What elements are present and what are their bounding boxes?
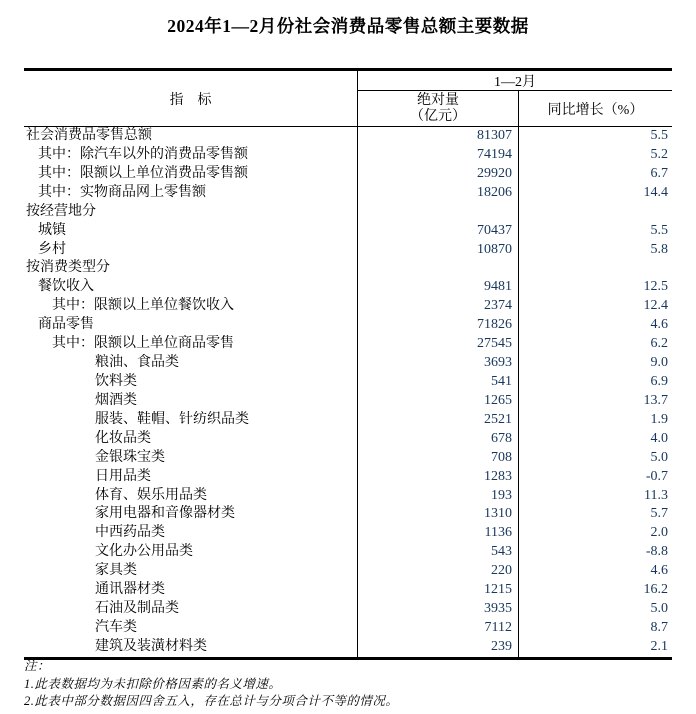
row-absolute-value: 239 — [358, 638, 519, 657]
row-indicator-label: 其中：限额以上单位商品零售 — [24, 335, 358, 354]
row-indicator-label: 建筑及装潢材料类 — [24, 638, 358, 657]
table-row — [24, 146, 672, 165]
row-growth-value: 4.0 — [650, 430, 668, 446]
row-growth-value: 5.0 — [650, 601, 668, 617]
row-growth-value: 2.1 — [650, 638, 668, 654]
row-growth-value: 2.0 — [650, 525, 668, 541]
header-yoy-growth: 同比增长（%） — [547, 102, 644, 118]
row-absolute-value: 220 — [358, 562, 519, 581]
row-indicator-label: 石油及制品类 — [24, 600, 358, 619]
row-growth-value: 12.5 — [643, 279, 668, 295]
row-absolute-value: 29920 — [358, 165, 519, 184]
row-growth-value: 5.0 — [650, 449, 668, 465]
row-indicator-label: 服装、鞋帽、针纺织品类 — [24, 411, 358, 430]
table-row — [24, 505, 672, 524]
row-absolute-value: 7112 — [358, 619, 519, 638]
row-growth-value: 5.2 — [650, 146, 668, 162]
row-absolute-value: 708 — [358, 449, 519, 468]
row-indicator-label: 其中：除汽车以外的消费品零售额 — [24, 146, 358, 165]
row-indicator-label: 家具类 — [24, 562, 358, 581]
row-growth-value: 16.2 — [643, 582, 668, 598]
row-absolute-value: 18206 — [358, 184, 519, 203]
header-absolute-line2: （亿元） — [410, 108, 466, 124]
row-growth-value: 4.6 — [650, 563, 668, 579]
table-row — [24, 449, 672, 468]
row-indicator-label: 日用品类 — [24, 468, 358, 487]
table-row — [24, 600, 672, 619]
row-indicator-label: 家用电器和音像器材类 — [24, 505, 358, 524]
row-indicator-label: 文化办公用品类 — [24, 543, 358, 562]
row-indicator-label: 其中：限额以上单位消费品零售额 — [24, 165, 358, 184]
row-indicator-label: 其中：实物商品网上零售额 — [24, 184, 358, 203]
table-row — [24, 316, 672, 335]
row-indicator-label: 烟酒类 — [24, 392, 358, 411]
row-indicator-label: 体育、娱乐用品类 — [24, 487, 358, 506]
row-growth-value: 12.4 — [643, 298, 668, 314]
table-row — [24, 297, 672, 316]
table-body — [24, 127, 672, 660]
row-indicator-label: 按经营地分 — [24, 203, 358, 222]
row-growth-value: 6.9 — [650, 373, 668, 389]
row-absolute-value: 678 — [358, 430, 519, 449]
row-absolute-value: 74194 — [358, 146, 519, 165]
row-growth-value: 6.2 — [650, 336, 668, 352]
table-row — [24, 373, 672, 392]
row-growth-value: 1.9 — [650, 411, 668, 427]
row-indicator-label: 化妆品类 — [24, 430, 358, 449]
row-indicator-label: 通讯器材类 — [24, 581, 358, 600]
table-row — [24, 430, 672, 449]
footnote-label: 注： — [24, 659, 51, 673]
row-absolute-value: 541 — [358, 373, 519, 392]
row-absolute-value: 1215 — [358, 581, 519, 600]
row-absolute-value: 193 — [358, 487, 519, 506]
table-row — [24, 487, 672, 506]
table-row — [24, 184, 672, 203]
table-row — [24, 392, 672, 411]
header-period: 1—2月 — [358, 71, 672, 91]
row-growth-value: -0.7 — [645, 468, 668, 484]
row-absolute-value: 71826 — [358, 316, 519, 335]
row-absolute-value: 543 — [358, 543, 519, 562]
table-row — [24, 335, 672, 354]
row-indicator-label: 饮料类 — [24, 373, 358, 392]
row-growth-value: 8.7 — [650, 619, 668, 635]
row-growth-value: 5.7 — [650, 506, 668, 522]
row-absolute-value: 10870 — [358, 241, 519, 260]
table-row — [24, 619, 672, 638]
row-absolute-value: 70437 — [358, 222, 519, 241]
table-row — [24, 278, 672, 297]
row-indicator-label: 汽车类 — [24, 619, 358, 638]
row-indicator-label: 社会消费品零售总额 — [24, 127, 358, 146]
table-row — [24, 524, 672, 543]
row-growth-value: 4.6 — [650, 317, 668, 333]
row-indicator-label: 乡村 — [24, 241, 358, 260]
row-growth-value: 13.7 — [643, 392, 668, 408]
table-row — [24, 638, 672, 657]
header-absolute-line1: 绝对量 — [417, 92, 459, 108]
row-absolute-value: 1310 — [358, 505, 519, 524]
table-row — [24, 354, 672, 373]
row-absolute-value: 2374 — [358, 297, 519, 316]
table-header — [24, 68, 672, 127]
row-indicator-label: 其中：限额以上单位餐饮收入 — [24, 297, 358, 316]
row-growth-value — [519, 203, 672, 222]
row-absolute-value: 27545 — [358, 335, 519, 354]
row-growth-value: 5.8 — [650, 241, 668, 257]
page-title: 2024年1—2月份社会消费品零售总额主要数据 — [167, 16, 529, 36]
row-indicator-label: 金银珠宝类 — [24, 449, 358, 468]
row-growth-value — [519, 259, 672, 278]
table-row — [24, 581, 672, 600]
row-growth-value: 5.5 — [650, 128, 668, 143]
row-absolute-value: 2521 — [358, 411, 519, 430]
row-indicator-label: 商品零售 — [24, 316, 358, 335]
row-growth-value: 5.5 — [650, 222, 668, 238]
row-absolute-value: 81307 — [358, 127, 519, 146]
row-absolute-value: 3693 — [358, 354, 519, 373]
row-absolute-value: 1265 — [358, 392, 519, 411]
row-growth-value: 9.0 — [650, 355, 668, 371]
data-table — [24, 68, 672, 660]
row-absolute-value: 3935 — [358, 600, 519, 619]
table-row — [24, 203, 672, 222]
row-growth-value: 14.4 — [643, 184, 668, 200]
table-row — [24, 259, 672, 278]
table-row — [24, 411, 672, 430]
table-row — [24, 543, 672, 562]
row-indicator-label: 餐饮收入 — [24, 278, 358, 297]
row-indicator-label: 粮油、食品类 — [24, 354, 358, 373]
table-row — [24, 165, 672, 184]
header-absolute-amount — [358, 91, 519, 126]
row-indicator-label: 城镇 — [24, 222, 358, 241]
row-indicator-label: 按消费类型分 — [24, 259, 358, 278]
row-growth-value: 6.7 — [650, 165, 668, 181]
table-row — [24, 468, 672, 487]
table-row — [24, 222, 672, 241]
row-indicator-label: 中西药品类 — [24, 524, 358, 543]
row-growth-value: 11.3 — [644, 487, 668, 503]
footnotes — [24, 658, 672, 711]
footnote-item: 2.此表中部分数据因四舍五入，存在总计与分项合计不等的情况。 — [24, 694, 399, 708]
header-indicator: 指 标 — [24, 71, 358, 126]
row-growth-value: -8.8 — [645, 544, 668, 560]
row-absolute-value: 1283 — [358, 468, 519, 487]
row-absolute-value: 1136 — [358, 524, 519, 543]
row-absolute-value — [358, 203, 519, 222]
row-absolute-value: 9481 — [358, 278, 519, 297]
footnote-item: 1.此表数据均为未扣除价格因素的名义增速。 — [24, 676, 282, 691]
table-row — [24, 127, 672, 146]
table-row — [24, 562, 672, 581]
row-absolute-value — [358, 259, 519, 278]
table-row — [24, 241, 672, 260]
